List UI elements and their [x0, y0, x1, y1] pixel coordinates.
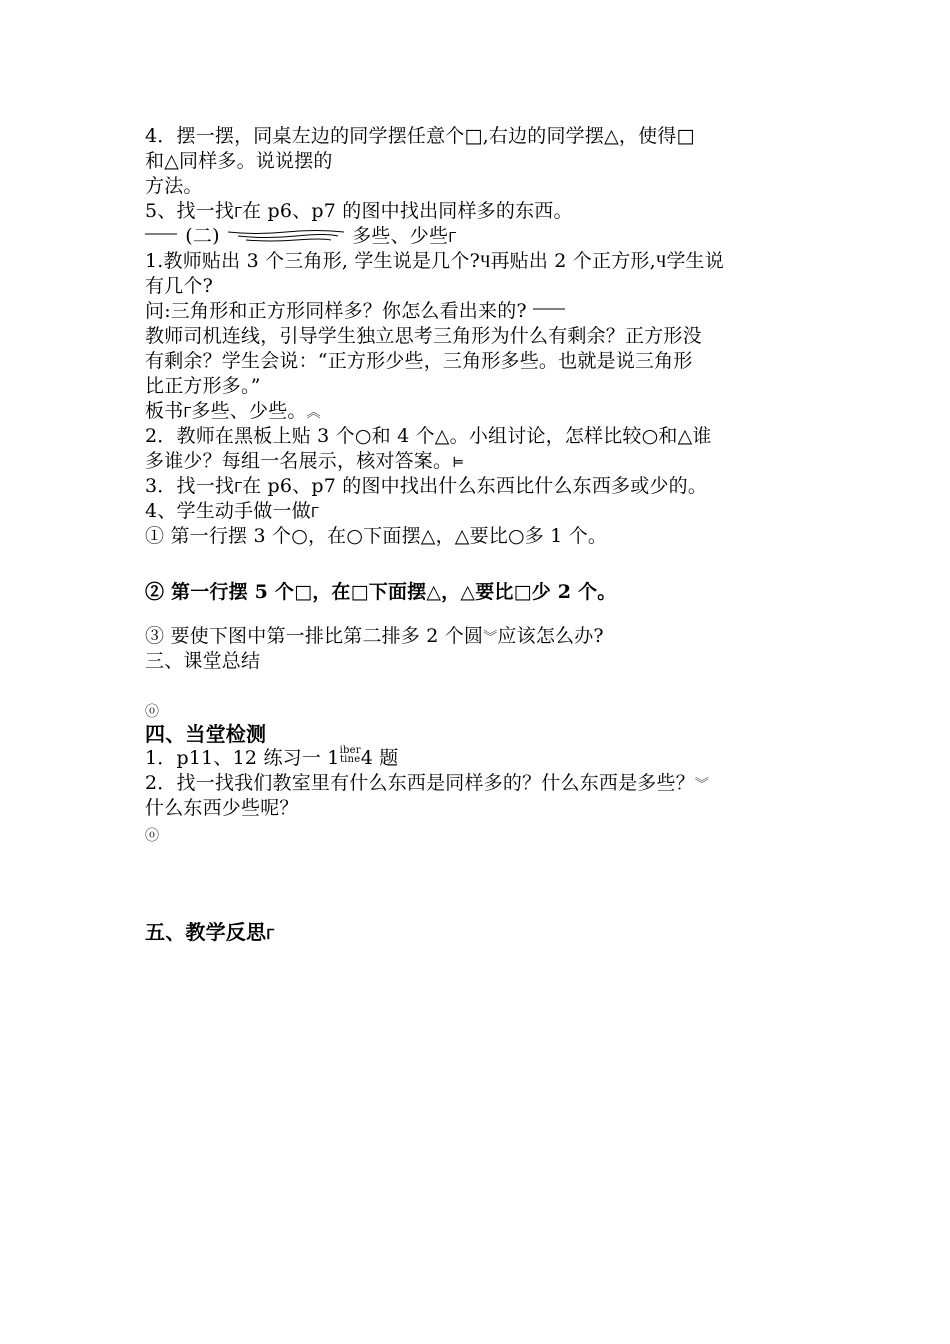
paragraph-line: 什么东西少些呢？: [145, 797, 299, 819]
paragraph-line: 有几个?: [145, 275, 213, 297]
section-heading-line: (二) 多些、少些ᒥ: [145, 224, 456, 250]
paragraph-line: 4．摆一摆，同桌左边的同学摆任意个□,右边的同学摆△，使得□: [145, 125, 695, 147]
chevron-up-icon: ︽: [306, 405, 321, 421]
dash-mark-icon: ᒥ: [234, 205, 243, 221]
paragraph-line: 教师司机连线，引导学生独立思考三角形为什么有剩余？正方形没: [145, 325, 702, 347]
section-heading: 三、课堂总结: [145, 650, 261, 672]
bracket-mark-icon: ⊨: [452, 455, 465, 471]
paragraph-line: ③ 要使下图中第一排比第二排多 2 个圆︾应该怎么办?: [145, 625, 604, 647]
paragraph-line: 1.教师贴出 3 个三角形, 学生说是几个?Ⴗ再贴出 2 个正方形,Ⴗ学生说: [145, 250, 724, 272]
dash-mark-icon: ᒥ: [310, 505, 319, 521]
paragraph-line: 3．找一找ᒥ在 p6、p7 的图中找出什么东西比什么东西多或少的。: [145, 475, 708, 497]
corner-mark-icon: Ⴗ: [479, 255, 491, 271]
dash-rule-icon: [533, 304, 567, 314]
dash-mark-icon: ᒥ: [266, 927, 275, 943]
circle-mark-icon: ⓞ: [145, 828, 160, 844]
paragraph-line: 5、找一找ᒥ在 p6、p7 的图中找出同样多的东西。: [145, 200, 573, 222]
section-heading: 四、当堂检测: [145, 722, 267, 746]
paragraph-line: 2．找一找我们教室里有什么东西是同样多的？什么东西是多些？︾: [145, 772, 710, 794]
paragraph-line: 问:三角形和正方形同样多？你怎么看出来的?: [145, 299, 567, 323]
paragraph-line: 多谁少？每组一名展示，核对答案。⊨: [145, 450, 465, 472]
dash-mark-icon: ᒥ: [234, 480, 243, 496]
dash-rule-icon: [145, 229, 179, 239]
paragraph-line: 比正方形多。”: [145, 375, 261, 397]
section-heading: 五、教学反思ᒥ: [145, 920, 275, 944]
paragraph-line: 2．教师在黑板上贴 3 个○和 4 个△。小组讨论，怎样比较○和△谁: [145, 425, 712, 447]
paragraph-line: 4、学生动手做一做ᒥ: [145, 500, 319, 522]
paragraph-line-bold: ② 第一行摆 5 个□，在□下面摆△，△要比□少 2 个。: [145, 581, 617, 603]
paragraph-line: 方法。: [145, 175, 203, 197]
paragraph-line: 板书ᒥ多些、少些。︽: [145, 400, 321, 422]
paragraph-line: 1．p11、12 练习一 1 iber tine 4 题: [145, 745, 399, 769]
chevron-down-icon: ︾: [694, 777, 710, 793]
chevron-down-icon: ︾: [483, 630, 498, 646]
dash-mark-icon: ᒥ: [448, 230, 457, 246]
paragraph-line: 和△同样多。说说摆的: [145, 150, 333, 172]
paragraph-line: 有剩余？学生会说：“正方形少些，三角形多些。也就是说三角形: [145, 350, 693, 372]
circle-mark-icon: ⓞ: [145, 704, 160, 720]
dash-mark-icon: ᒥ: [183, 405, 192, 421]
corner-mark-icon: Ⴗ: [655, 255, 667, 271]
paragraph-line: ① 第一行摆 3 个○，在○下面摆△，△要比○多 1 个。: [145, 525, 608, 547]
wavy-rule-icon: [226, 229, 346, 243]
